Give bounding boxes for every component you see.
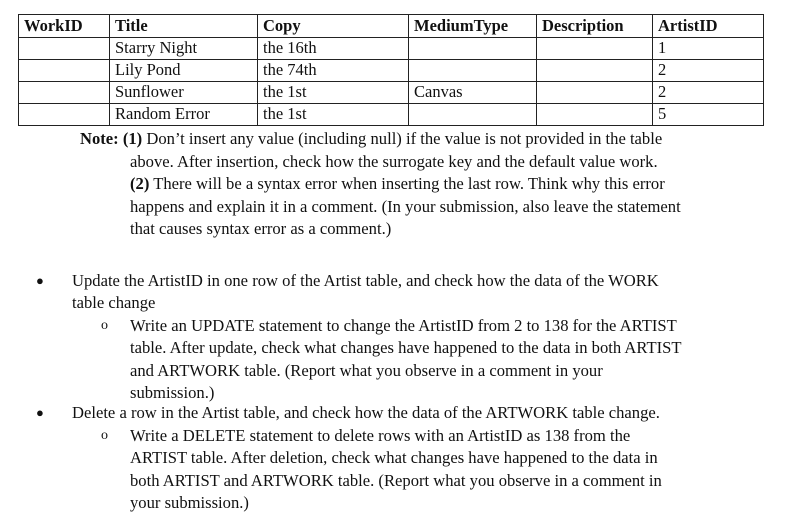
sub-bullet-text: and ARTWORK table. (Report what you observe in a comment in your — [130, 360, 603, 380]
sub-bullet-text: table. After update, check what changes have happened to the data in both ARTIST — [130, 338, 682, 358]
table-cell — [409, 60, 537, 82]
table-cell: Random Error — [110, 104, 258, 126]
note-text: Don’t insert any value (including null) if the value is not provided in the table — [146, 129, 663, 148]
column-header: Title — [110, 15, 258, 38]
table-cell: Canvas — [409, 82, 537, 104]
bullet-dot-icon: ● — [36, 273, 44, 288]
sub-bullet-text: submission.) — [130, 383, 215, 403]
note-text: happens and explain it in a comment. (In your submission, also leave the statement — [130, 196, 681, 216]
table-cell — [19, 104, 110, 126]
circle-bullet-icon: o — [101, 318, 108, 333]
bullet-text: Delete a row in the Artist table, and check how the data of the ARTWORK table change. — [72, 403, 660, 422]
bullet-text: Update the ArtistID in one row of the Artist table, and check how the data of the WORK — [72, 271, 659, 290]
table-cell: 1 — [653, 38, 764, 60]
sub-bullet-item — [101, 315, 756, 405]
table-cell — [537, 104, 653, 126]
table-row — [19, 38, 764, 60]
table-cell: Sunflower — [110, 82, 258, 104]
table-cell: 2 — [653, 60, 764, 82]
sub-bullet-text: Write a DELETE statement to delete rows with an ArtistID as 138 from the — [130, 426, 631, 445]
note-paragraph — [80, 128, 756, 241]
bullet-dot-icon: ● — [36, 405, 44, 420]
table-cell: Starry Night — [110, 38, 258, 60]
note-line — [80, 173, 756, 196]
sub-bullet-text: ARTIST table. After deletion, check what changes have happened to the data in — [130, 448, 658, 468]
table-row — [19, 104, 764, 126]
table-cell — [409, 38, 537, 60]
table-row — [19, 60, 764, 82]
note-text: There will be a syntax error when inserting the last row. Think why this error — [153, 174, 665, 194]
table-cell: Lily Pond — [110, 60, 258, 82]
note-text: that causes syntax error as a comment.) — [130, 219, 392, 239]
table-cell: the 1st — [258, 82, 409, 104]
table-cell — [19, 82, 110, 104]
column-header: WorkID — [19, 15, 110, 38]
note-label: Note: — [80, 129, 119, 148]
table-cell: 2 — [653, 82, 764, 104]
column-header: MediumType — [409, 15, 537, 38]
note-item-number: (2) — [130, 174, 150, 194]
table-cell — [537, 82, 653, 104]
table-cell — [537, 60, 653, 82]
column-header: Description — [537, 15, 653, 38]
bullet-item — [36, 402, 756, 424]
bullet-item — [36, 270, 756, 315]
column-header: Copy — [258, 15, 409, 38]
column-header: ArtistID — [653, 15, 764, 38]
table-cell — [19, 60, 110, 82]
table-cell: the 74th — [258, 60, 409, 82]
note-line — [80, 128, 756, 151]
sub-bullet-text: Write an UPDATE statement to change the ArtistID from 2 to 138 for the ARTIST — [130, 316, 677, 335]
table-cell — [409, 104, 537, 126]
table-cell: 5 — [653, 104, 764, 126]
circle-bullet-icon: o — [101, 428, 108, 443]
sub-bullet-item — [101, 425, 756, 515]
bullet-text: table change — [72, 293, 156, 313]
table-row — [19, 82, 764, 104]
artwork-table — [18, 14, 764, 126]
note-text: above. After insertion, check how the surrogate key and the default value work. — [130, 151, 658, 171]
table-cell — [19, 38, 110, 60]
sub-bullet-text: both ARTIST and ARTWORK table. (Report what you observe in a comment in — [130, 470, 662, 490]
table-header-row — [19, 15, 764, 38]
note-item-number: (1) — [122, 129, 143, 148]
table-cell: the 16th — [258, 38, 409, 60]
sub-bullet-text: your submission.) — [130, 493, 249, 513]
table-cell: the 1st — [258, 104, 409, 126]
table-cell — [537, 38, 653, 60]
